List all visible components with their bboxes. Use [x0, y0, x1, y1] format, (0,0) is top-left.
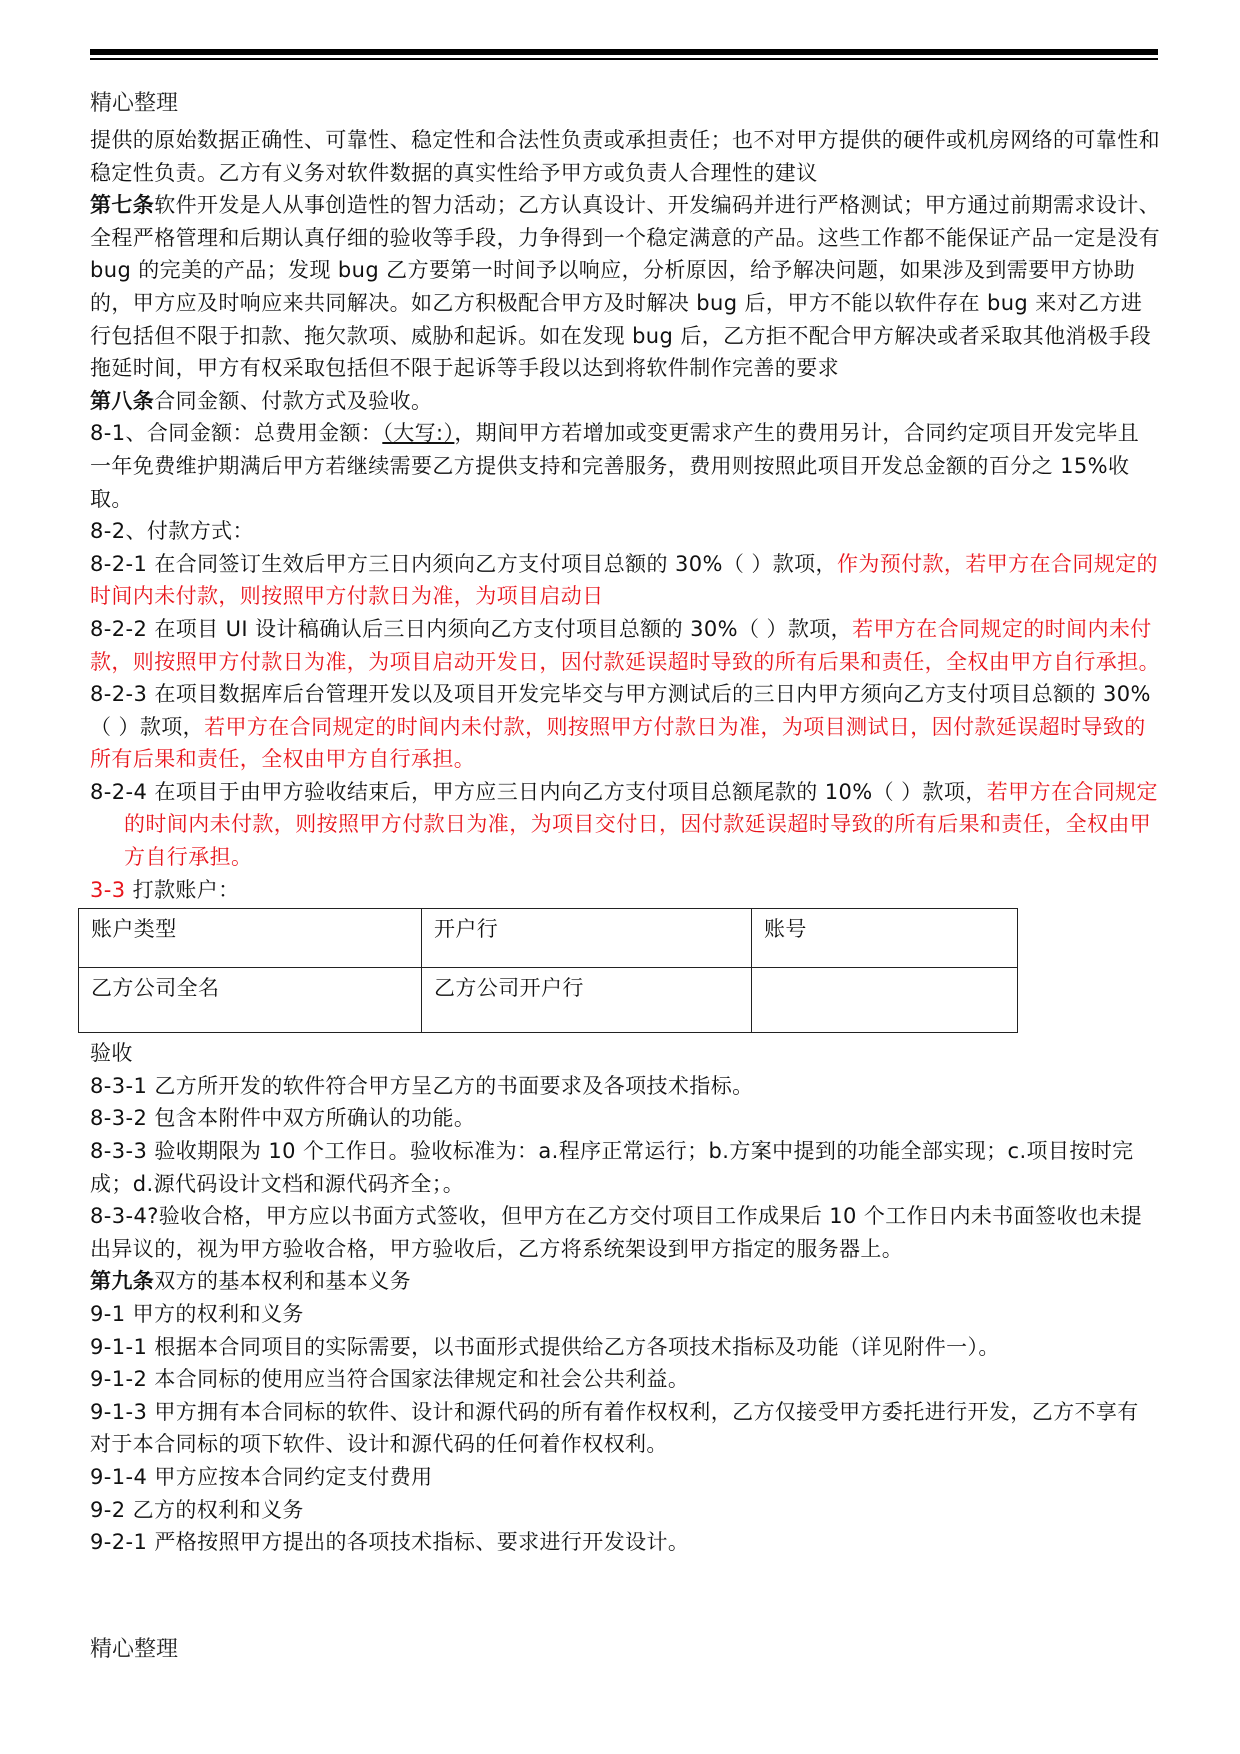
account-table — [78, 908, 1018, 1033]
paragraph-intro: 提供的原始数据正确性、可靠性、稳定性和合法性负责或承担责任；也不对甲方提供的硬件或机房网络的可靠性和稳定性负责。乙方有义务对软件数据的真实性给予甲方或负责人合理性的建议 — [90, 128, 1160, 185]
clause-8-2-1-red-text: 作为预付款，若甲方在合同规定的时间内未付款，则按照甲方付款日为准，为项目启动日 — [90, 551, 1158, 609]
article-7-text: 软件开发是人从事创造性的智力活动；乙方认真设计、开发编码并进行严格测试；甲方通过前期需求设计、全程严格管理和后期认真仔细的验收等手段，力争得到一个稳定满意的产品。这些工作都不能保证产品一定是没有 bug 的完美的产品；发现 bug 乙方要第一时间予以响应，分析原因，给予解决问题，如果涉及到需要甲方协助的，甲方应及时响应来共同解决。如乙方积极配合甲方及时解决 bug 后，甲方不能以软件存在 bug 来对乙方进行包括但不限于扣款、拖欠款项、威胁和起诉。如在发现 bug 后，乙方拒不配合甲方解决或者采取其他消极手段拖延时间，甲方有权采取包括但不限于起诉等手段以达到将软件制作完善的要求 — [90, 193, 1160, 381]
clause-9-2-1: 9-2-1 严格按照甲方提出的各项技术指标、要求进行开发设计。 — [90, 1530, 690, 1555]
clause-9-1-3: 9-1-3 甲方拥有本合同标的软件、设计和源代码的所有着作权权利，乙方仅接受甲方委托进行开发，乙方不享有对于本合同标的项下软件、设计和源代码的任何着作权权利。 — [90, 1399, 1139, 1457]
clause-9-1: 9-1 甲方的权利和义务 — [90, 1302, 304, 1326]
clause-8-2-2-text: 8-2-2 在项目 UI 设计稿确认后三日内须向乙方支付项目总额的 30%（ ）款项， — [90, 616, 853, 641]
clause-8-1 — [90, 417, 1160, 515]
clause-8-1-text-b: ，期间甲方若增加或变更需求产生的费用另计，合同约定项目开发完毕且一年免费维护期满后甲方若继续需要乙方提供支持和完善服务，费用则按照此项目开发总金额的百分之 15%收取。 — [90, 421, 1140, 511]
article-9-title: 第九条 — [90, 1269, 155, 1294]
footer-watermark: 精心整理 — [90, 1637, 179, 1662]
clause-3-3 — [90, 874, 1160, 907]
clause-8-3-2: 8-3-2 包含本附件中双方所确认的功能。 — [90, 1106, 476, 1131]
article-8-text: 合同金额、付款方式及验收。 — [154, 388, 433, 413]
article-7 — [90, 189, 1160, 385]
clause-8-2-3-red-text: 若甲方在合同规定的时间内未付款，则按照甲方付款日为准，为项目测试日，因付款延误超时导致的所有后果和责任，全权由甲方自行承担。 — [90, 714, 1146, 772]
clause-9-2: 9-2 乙方的权利和义务 — [90, 1497, 304, 1522]
table-header-cell: 开户行 — [422, 909, 752, 968]
clause-8-2-3-text: 8-2-3 在项目数据库后台管理开发以及项目开发完毕交与甲方测试后的三日内甲方须向乙方支付项目总额的 30%（ ）款项， — [90, 682, 1151, 739]
clause-8-2-4-red-text: 若甲方在合同规定的时间内未付款，则按照甲方付款日为准，为项目交付日，因付款延误超时导致的所有后果和责任，全权由甲方自行承担。 — [124, 779, 1158, 870]
clause-8-2: 8-2、付款方式： — [90, 519, 254, 544]
table-row — [79, 909, 1018, 968]
table-header-cell: 账号 — [752, 909, 1018, 968]
clause-8-2-4-text: 8-2-4 在项目于由甲方验收结束后，甲方应三日内向乙方支付项目总额尾款的 10%（ ）款项， — [90, 779, 987, 804]
article-7-title: 第七条 — [90, 193, 155, 218]
clause-8-2-4 — [90, 776, 1160, 874]
acceptance-heading: 验收 — [90, 1041, 133, 1066]
clause-8-2-2 — [90, 613, 1160, 678]
clause-9-1-4: 9-1-4 甲方应按本合同约定支付费用 — [90, 1464, 433, 1489]
clause-8-3-3: 8-3-3 验收期限为 10 个工作日。验收标准为：a.程序正常运行；b.方案中提到的功能全部实现；c.项目按时完成；d.源代码设计文档和源代码齐全；。 — [90, 1139, 1134, 1196]
header-rule-thick — [90, 49, 1158, 55]
amount-in-words-blank: （大写:） — [382, 421, 455, 446]
clause-8-2-1-text: 8-2-1 在合同签订生效后甲方三日内须向乙方支付项目总额的 30%（ ）款项， — [90, 551, 837, 576]
clause-8-2-2-red-text: 若甲方在合同规定的时间内未付款，则按照甲方付款日为准，为项目启动开发日，因付款延误超时导致的所有后果和责任，全权由甲方自行承担。 — [90, 616, 1160, 674]
clause-3-3-number: 3-3 — [90, 877, 126, 902]
clause-9-1-2: 9-1-2 本合同标的使用应当符合国家法律规定和社会公共利益。 — [90, 1367, 690, 1392]
article-8-title: 第八条 — [90, 388, 155, 413]
clause-8-1-text-a: 8-1、合同金额：总费用金额： — [90, 421, 383, 446]
clause-8-2-3 — [90, 678, 1160, 776]
clause-3-3-text: 打款账户： — [125, 877, 240, 902]
clause-8-3-1: 8-3-1 乙方所开发的软件符合甲方呈乙方的书面要求及各项技术指标。 — [90, 1073, 754, 1098]
article-9-text: 双方的基本权利和基本义务 — [154, 1269, 412, 1294]
header-rule-thin — [90, 58, 1158, 60]
article-8 — [90, 385, 1160, 418]
clause-8-2-1 — [90, 548, 1160, 613]
header-watermark: 精心整理 — [90, 91, 179, 116]
table-row — [79, 968, 1018, 1033]
table-cell: 乙方公司全名 — [79, 968, 422, 1033]
clause-9-1-1: 9-1-1 根据本合同项目的实际需要，以书面形式提供给乙方各项技术指标及功能（详见附件一）。 — [90, 1334, 1000, 1359]
document-body — [90, 124, 1160, 1559]
article-9 — [90, 1265, 1160, 1298]
table-header-cell: 账户类型 — [79, 909, 422, 968]
table-cell: 乙方公司开户行 — [422, 968, 752, 1033]
table-cell — [752, 968, 1018, 1033]
clause-8-3-4: 8-3-4?验收合格，甲方应以书面方式签收，但甲方在乙方交付项目工作成果后 10 个工作日内未书面签收也未提出异议的，视为甲方验收合格，甲方验收后，乙方将系统架设到甲方指定的服务器上。 — [90, 1204, 1143, 1261]
